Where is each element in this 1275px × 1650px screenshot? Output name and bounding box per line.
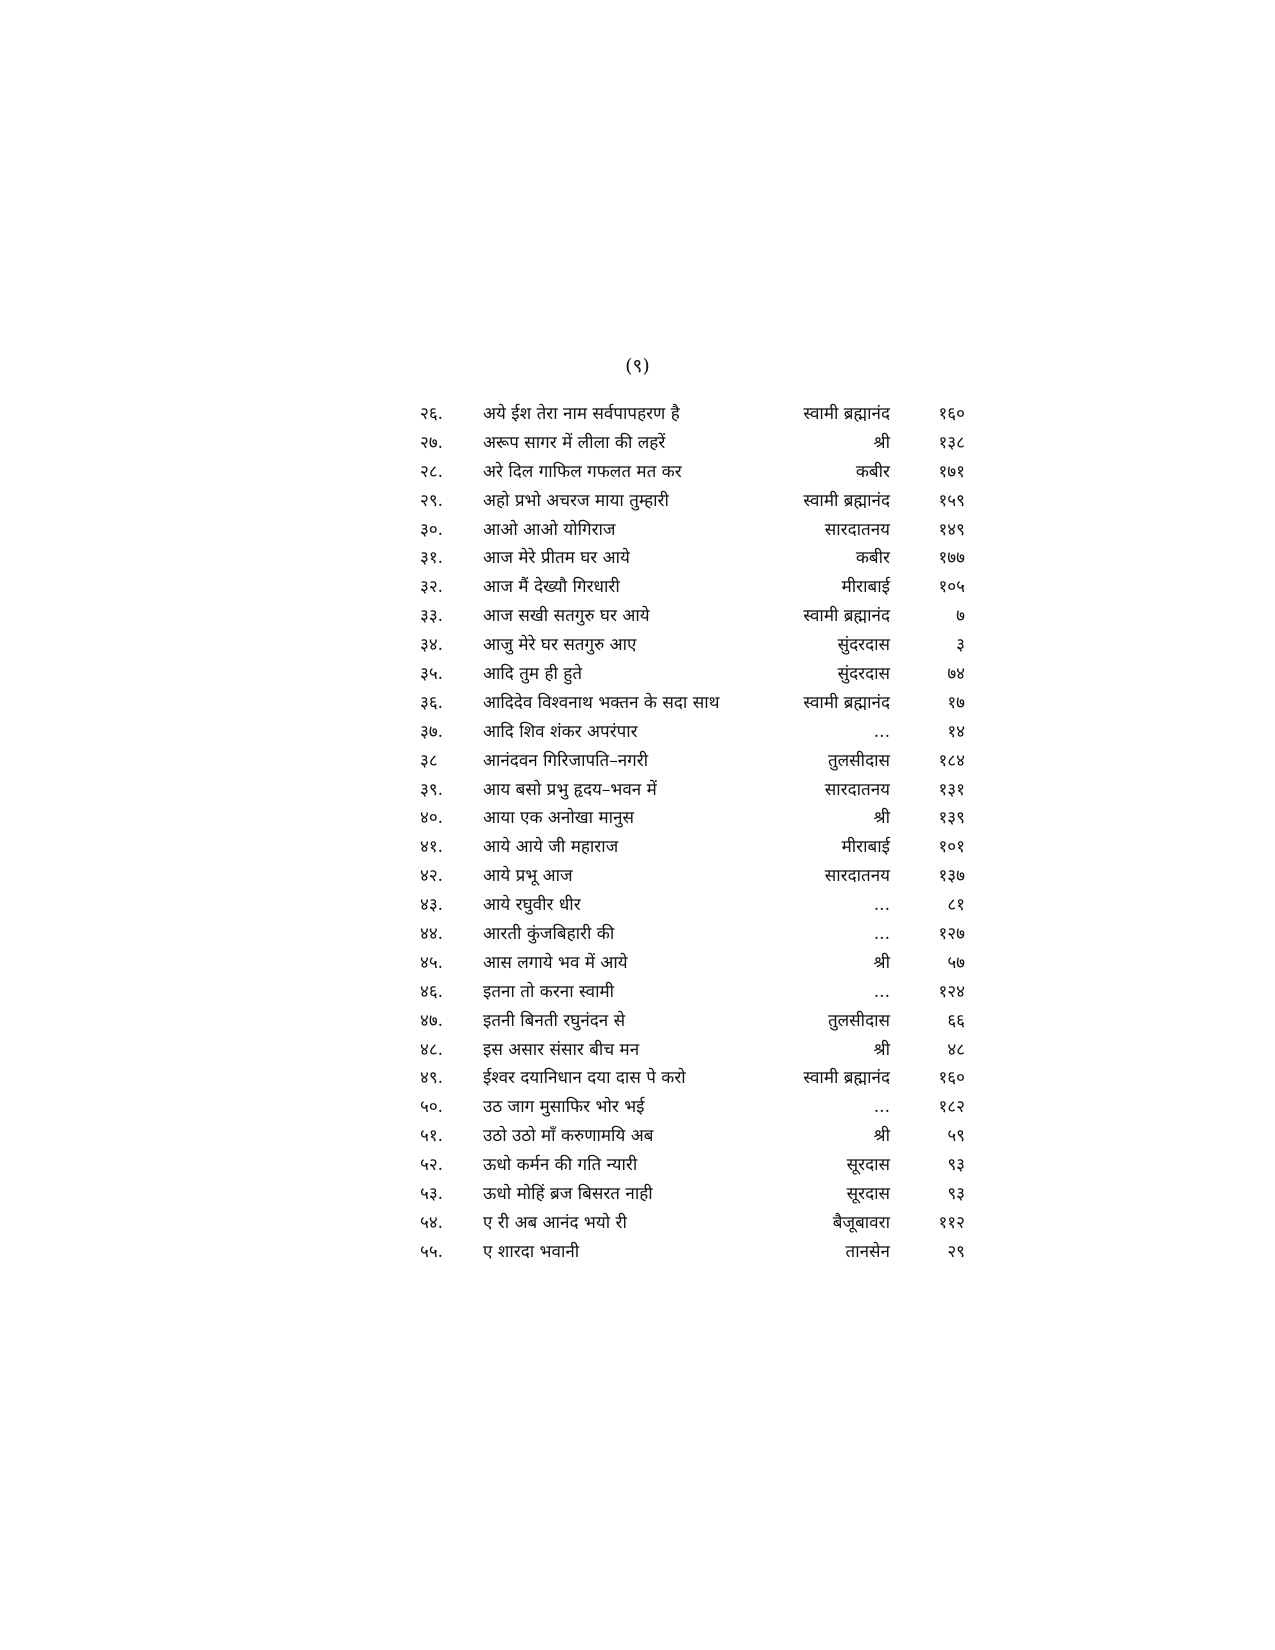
entry-author: श्री	[873, 432, 890, 453]
entry-title: इतनी बिनती रघुनंदन से	[483, 1010, 626, 1031]
entry-author: सारदातनय	[824, 519, 890, 540]
entry-page: १२४	[938, 981, 965, 1002]
entry-title: ईश्वर दयानिधान दया दास पे करो	[483, 1068, 686, 1089]
entry-number: ५५.	[420, 1241, 444, 1262]
index-row	[420, 862, 965, 891]
entry-title: अहो प्रभो अचरज माया तुम्हारी	[483, 490, 669, 511]
entry-number: ३८	[420, 750, 438, 771]
entry-number: २७.	[420, 432, 444, 453]
index-row	[420, 400, 965, 429]
index-row	[420, 429, 965, 458]
entry-title: आज मैं देख्यौ गिरधारी	[483, 577, 620, 598]
entry-number: ५१.	[420, 1126, 444, 1147]
entry-author: तुलसीदास	[827, 750, 890, 771]
entry-title: ए री अब आनंद भयो री	[483, 1212, 627, 1233]
index-row	[420, 1238, 965, 1267]
index-row	[420, 631, 965, 660]
entry-author: सूरदास	[846, 1184, 890, 1205]
song-index-table	[420, 400, 965, 1267]
entry-number: ५२.	[420, 1155, 444, 1176]
entry-page: ९३	[947, 1155, 965, 1176]
entry-author: श्री	[873, 1126, 890, 1147]
index-row	[420, 1036, 965, 1065]
entry-number: ४५.	[420, 952, 444, 973]
entry-author: श्री	[873, 1039, 890, 1060]
page-number: (९)	[625, 355, 650, 377]
entry-author: तानसेन	[845, 1241, 890, 1262]
entry-page: १७७	[938, 548, 965, 569]
entry-page: १३९	[938, 808, 965, 829]
entry-author: स्वामी ब्रह्मानंद	[803, 606, 890, 627]
index-row	[420, 833, 965, 862]
index-row	[420, 573, 965, 602]
entry-page: ५९	[947, 1126, 965, 1147]
entry-title: आये आये जी महाराज	[483, 837, 619, 858]
entry-author: ...	[873, 721, 890, 742]
entry-title: आज सखी सतगुरु घर आये	[483, 606, 650, 627]
index-row	[420, 544, 965, 573]
entry-number: ४२.	[420, 866, 444, 887]
entry-title: अये ईश तेरा नाम सर्वपापहरण है	[483, 404, 680, 424]
entry-number: ३६.	[420, 692, 444, 713]
index-row	[420, 1007, 965, 1036]
entry-page: ३	[956, 635, 965, 656]
entry-author: स्वामी ब्रह्मानंद	[803, 404, 890, 424]
entry-number: ४१.	[420, 837, 444, 858]
entry-number: ३२.	[420, 577, 444, 598]
entry-page: १६०	[938, 1068, 965, 1089]
index-row	[420, 718, 965, 747]
entry-page: १०५	[938, 577, 965, 598]
entry-author: श्री	[873, 952, 890, 973]
entry-author: बैजूबावरा	[832, 1212, 890, 1233]
index-row	[420, 776, 965, 805]
entry-title: आओ आओ योगिराज	[483, 519, 616, 540]
entry-number: २८.	[420, 461, 444, 482]
entry-title: आया एक अनोखा मानुस	[483, 808, 634, 829]
entry-number: ४६.	[420, 981, 444, 1002]
entry-number: ३४.	[420, 635, 444, 656]
entry-title: आदिदेव विश्वनाथ भक्तन के सदा साथ	[483, 692, 720, 713]
entry-number: ३५.	[420, 664, 444, 685]
entry-page: ८१	[947, 895, 965, 916]
entry-title: इतना तो करना स्वामी	[483, 981, 615, 1002]
index-row	[420, 689, 965, 718]
entry-title: अरे दिल गाफिल गफलत मत कर	[483, 461, 682, 482]
index-row	[420, 602, 965, 631]
index-row	[420, 516, 965, 545]
entry-title: आदि तुम ही हुते	[483, 664, 583, 685]
entry-author: स्वामी ब्रह्मानंद	[803, 1068, 890, 1089]
entry-number: ४४.	[420, 924, 444, 945]
entry-number: ३७.	[420, 721, 444, 742]
entry-number: ३१.	[420, 548, 444, 569]
index-row	[420, 1093, 965, 1122]
index-row	[420, 949, 965, 978]
entry-title: ऊधो कर्मन की गति न्यारी	[483, 1155, 638, 1176]
entry-number: ५०.	[420, 1097, 444, 1118]
entry-author: श्री	[873, 808, 890, 829]
index-row	[420, 1151, 965, 1180]
index-row	[420, 660, 965, 689]
entry-title: आजु मेरे घर सतगुरु आए	[483, 635, 637, 656]
entry-title: ए शारदा भवानी	[483, 1241, 580, 1262]
index-row	[420, 747, 965, 776]
entry-author: कबीर	[855, 461, 890, 482]
entry-title: आस लगाये भव में आये	[483, 952, 628, 973]
entry-number: २९.	[420, 490, 444, 511]
index-row	[420, 487, 965, 516]
entry-title: उठो उठो माँ करुणामयि अब	[483, 1126, 654, 1147]
entry-number: ४८.	[420, 1039, 444, 1060]
entry-page: ५७	[947, 952, 965, 973]
entry-author: ...	[873, 924, 890, 945]
entry-author: स्वामी ब्रह्मानंद	[803, 692, 890, 713]
entry-title: आरती कुंजबिहारी की	[483, 924, 615, 945]
entry-number: ३०.	[420, 519, 444, 540]
entry-author: तुलसीदास	[827, 1010, 890, 1031]
entry-page: ४८	[947, 1039, 965, 1060]
entry-page: २९	[947, 1241, 965, 1262]
entry-title: आनंदवन गिरिजापति–नगरी	[483, 750, 649, 771]
entry-author: मीराबाई	[841, 577, 890, 598]
entry-author: कबीर	[855, 548, 890, 569]
index-row	[420, 1064, 965, 1093]
entry-page: १७१	[938, 461, 965, 482]
entry-page: ११२	[938, 1212, 965, 1233]
entry-number: ३९.	[420, 779, 444, 800]
entry-author: सुंदरदास	[837, 635, 890, 656]
index-row	[420, 1122, 965, 1151]
entry-author: ...	[873, 1097, 890, 1118]
entry-number: २६.	[420, 404, 444, 424]
entry-page: १३८	[938, 432, 965, 453]
entry-title: आदि शिव शंकर अपरंपार	[483, 721, 638, 742]
entry-number: ४३.	[420, 895, 444, 916]
entry-author: ...	[873, 981, 890, 1002]
entry-number: ३३.	[420, 606, 444, 627]
entry-number: ४०.	[420, 808, 444, 829]
entry-number: ५४.	[420, 1212, 444, 1233]
entry-page: १७	[947, 692, 965, 713]
entry-page: १३१	[938, 779, 965, 800]
entry-page: १४	[947, 721, 965, 742]
entry-title: इस असार संसार बीच मन	[483, 1039, 640, 1060]
entry-page: १२७	[938, 924, 965, 945]
entry-page: १८४	[938, 750, 965, 771]
index-row	[420, 920, 965, 949]
entry-author: सुंदरदास	[837, 664, 890, 685]
entry-title: आये रघुवीर धीर	[483, 895, 581, 916]
index-row	[420, 891, 965, 920]
entry-page: ९३	[947, 1184, 965, 1205]
entry-author: सारदातनय	[824, 779, 890, 800]
entry-title: आज मेरे प्रीतम घर आये	[483, 548, 630, 569]
entry-number: ४७.	[420, 1010, 444, 1031]
entry-author: मीराबाई	[841, 837, 890, 858]
entry-title: आये प्रभू आज	[483, 866, 573, 887]
index-row	[420, 1209, 965, 1238]
index-row	[420, 978, 965, 1007]
entry-page: १५९	[938, 490, 965, 511]
entry-author: सूरदास	[846, 1155, 890, 1176]
entry-page: ७४	[947, 664, 965, 685]
entry-number: ४९.	[420, 1068, 444, 1089]
entry-author: सारदातनय	[824, 866, 890, 887]
entry-page: १०१	[938, 837, 965, 858]
index-row	[420, 804, 965, 833]
entry-number: ५३.	[420, 1184, 444, 1205]
entry-title: अरूप सागर में लीला की लहरें	[483, 432, 666, 453]
entry-title: उठ जाग मुसाफिर भोर भई	[483, 1097, 645, 1118]
entry-page: १८२	[938, 1097, 965, 1118]
entry-page: ७	[956, 606, 965, 627]
entry-page: १६०	[938, 404, 965, 424]
entry-page: १४९	[938, 519, 965, 540]
entry-title: ऊधो मोहिं ब्रज बिसरत नाही	[483, 1184, 653, 1205]
index-row	[420, 458, 965, 487]
entry-page: ६६	[947, 1010, 965, 1031]
entry-author: स्वामी ब्रह्मानंद	[803, 490, 890, 511]
index-row	[420, 1180, 965, 1209]
entry-author: ...	[873, 895, 890, 916]
entry-title: आय बसो प्रभु हृदय–भवन में	[483, 779, 657, 800]
entry-page: १३७	[938, 866, 965, 887]
